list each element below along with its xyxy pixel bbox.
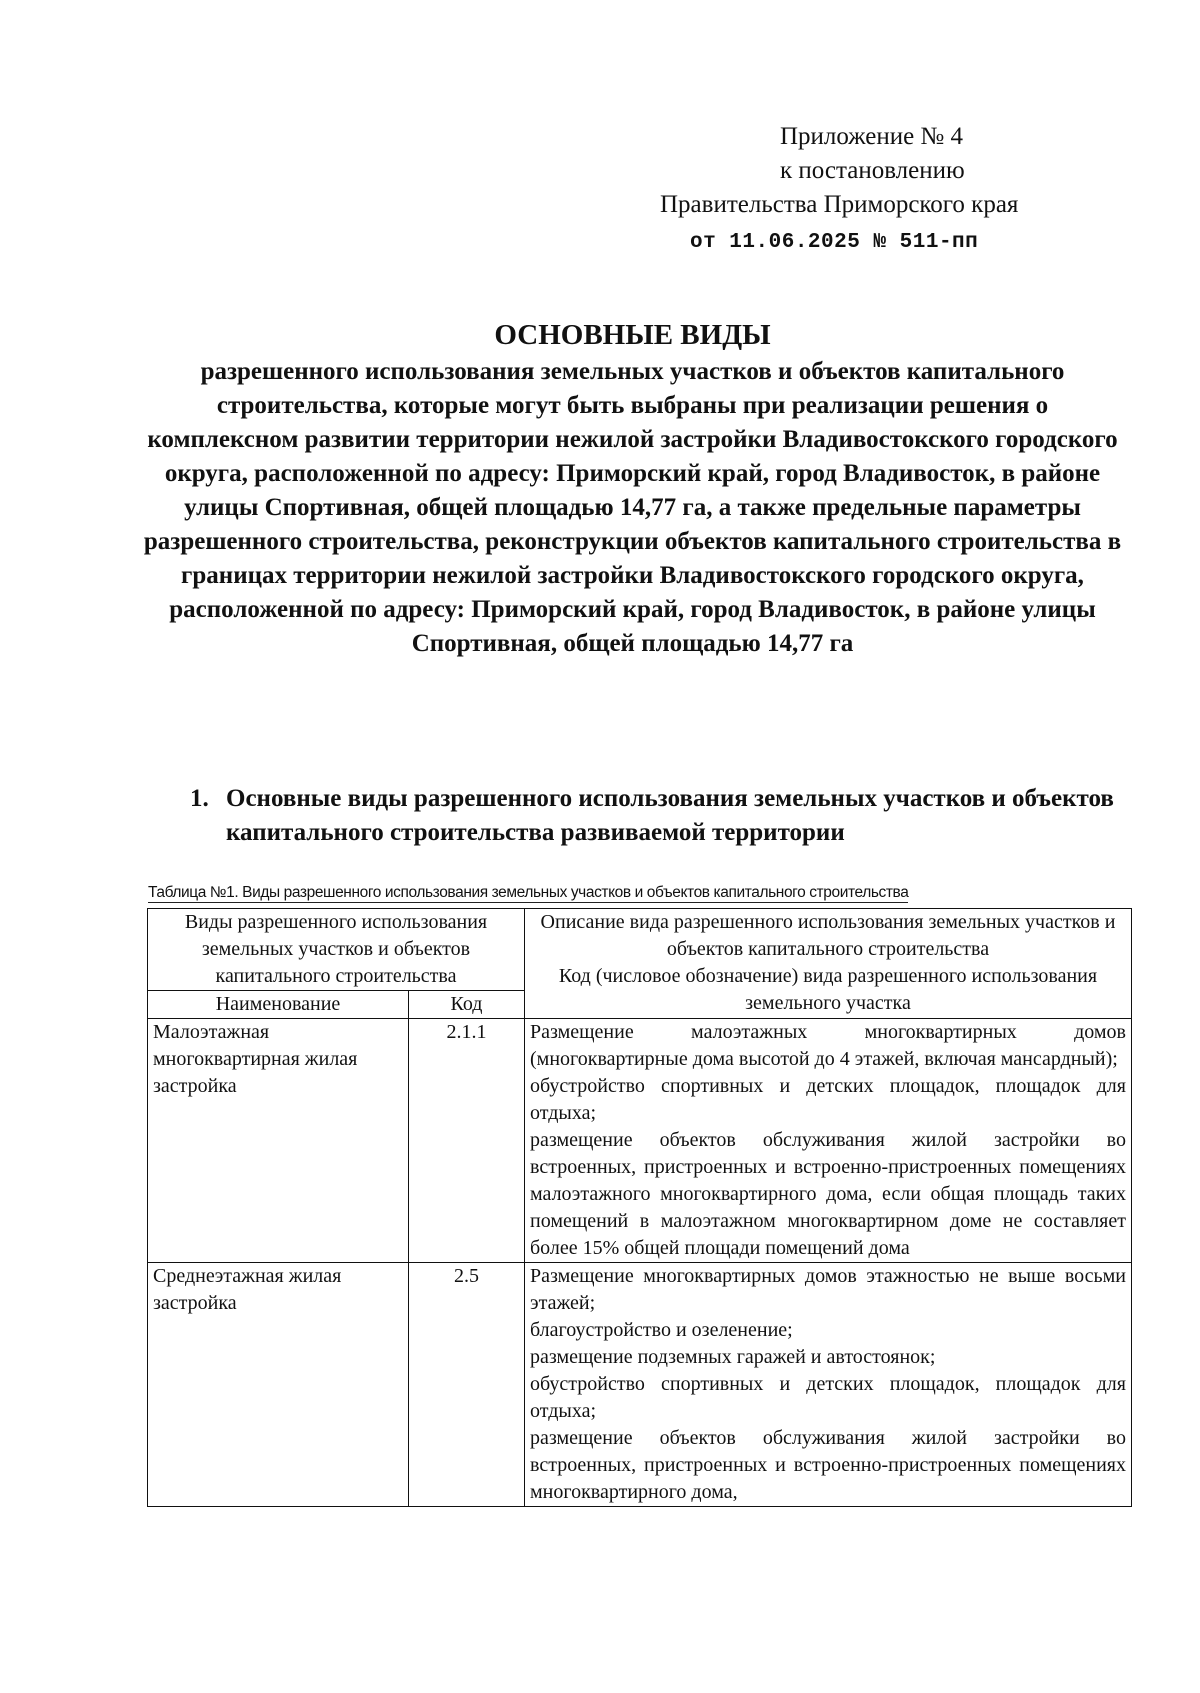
appendix-number: Приложение № 4	[780, 123, 964, 150]
table-header-row	[148, 909, 1132, 991]
row-description	[525, 1019, 1132, 1263]
section-text: Основные виды разрешенного использования земельных участков и объектов капитального строительства развиваемой территории	[226, 785, 1114, 846]
header-code: Код	[409, 991, 525, 1019]
description-paragraph: обустройство спортивных и детских площадок, площадок для отдыха;	[530, 1373, 1126, 1422]
header-name: Наименование	[148, 991, 409, 1019]
description-paragraph: размещение подземных гаражей и автостоянок;	[530, 1346, 936, 1368]
description-paragraph: размещение объектов обслуживания жилой застройки во встроенных, пристроенных и встроенно-пристроенных помещениях многоквартирного дома,	[530, 1427, 1126, 1503]
appendix-stamp: от 11.06.2025 № 511-пп	[690, 231, 979, 254]
row-description	[525, 1263, 1132, 1507]
row-code: 2.1.1	[409, 1019, 525, 1263]
title-main: ОСНОВНЫЕ ВИДЫ	[494, 319, 771, 351]
description-paragraph: Размещение многоквартирных домов этажностью не выше восьми этажей;	[530, 1265, 1126, 1314]
row-name: Среднеэтажная жилая застройка	[148, 1263, 409, 1507]
description-paragraph: обустройство спортивных и детских площадок, площадок для отдыха;	[530, 1075, 1126, 1124]
appendix-block	[660, 120, 1018, 260]
header-desc-2: Код (числовое обозначение) вида разрешенного использования земельного участка	[558, 965, 1098, 1014]
header-desc-1: Описание вида разрешенного использования земельных участков и объектов капитального строительства	[540, 911, 1116, 960]
row-name: Малоэтажная многоквартирная жилая застройка	[148, 1019, 409, 1263]
description-paragraph: Размещение малоэтажных многоквартирных домов (многоквартирные дома высотой до 4 этажей, включая мансардный);	[530, 1021, 1126, 1070]
appendix-authority: Правительства Приморского края	[660, 191, 1019, 218]
title-sub: разрешенного использования земельных участков и объектов капитального строительства, которые могут быть выбраны при реализации решения о комплексном развитии территории нежилой застройки Владивостокского городского округа, расположенной по адресу: Приморский край, город Владивосток, в районе улицы Спортивная, общей площадью 14,77 га, а также предельные параметры разрешенного строительства, реконструкции объектов капитального строительства в границах территории нежилой застройки Владивостокского городского округа, расположенной по адресу: Приморский край, город Владивосток, в районе улицы Спортивная, общей площадью 14,77 га	[143, 358, 1122, 657]
section-number: 1.	[190, 785, 209, 812]
land-use-table	[147, 908, 1132, 1507]
description-paragraph: благоустройство и озеленение;	[530, 1319, 793, 1341]
header-description	[525, 909, 1132, 1019]
section-heading	[190, 782, 1146, 850]
header-group: Виды разрешенного использования земельных участков и объектов капитального строительства	[148, 909, 525, 991]
table-row	[148, 1019, 1132, 1263]
table-row	[148, 1263, 1132, 1507]
row-code: 2.5	[409, 1263, 525, 1507]
table-caption: Таблица №1. Виды разрешенного использования земельных участков и объектов капитального строительства	[148, 884, 909, 901]
document-title	[140, 315, 1125, 661]
description-paragraph: размещение объектов обслуживания жилой застройки во встроенных, пристроенных и встроенно-пристроенных помещениях малоэтажного многоквартирного дома, если общая площадь таких помещений в малоэтажном многоквартирном доме не составляет более 15% общей площади помещений дома	[530, 1129, 1126, 1259]
appendix-ref: к постановлению	[780, 157, 965, 184]
